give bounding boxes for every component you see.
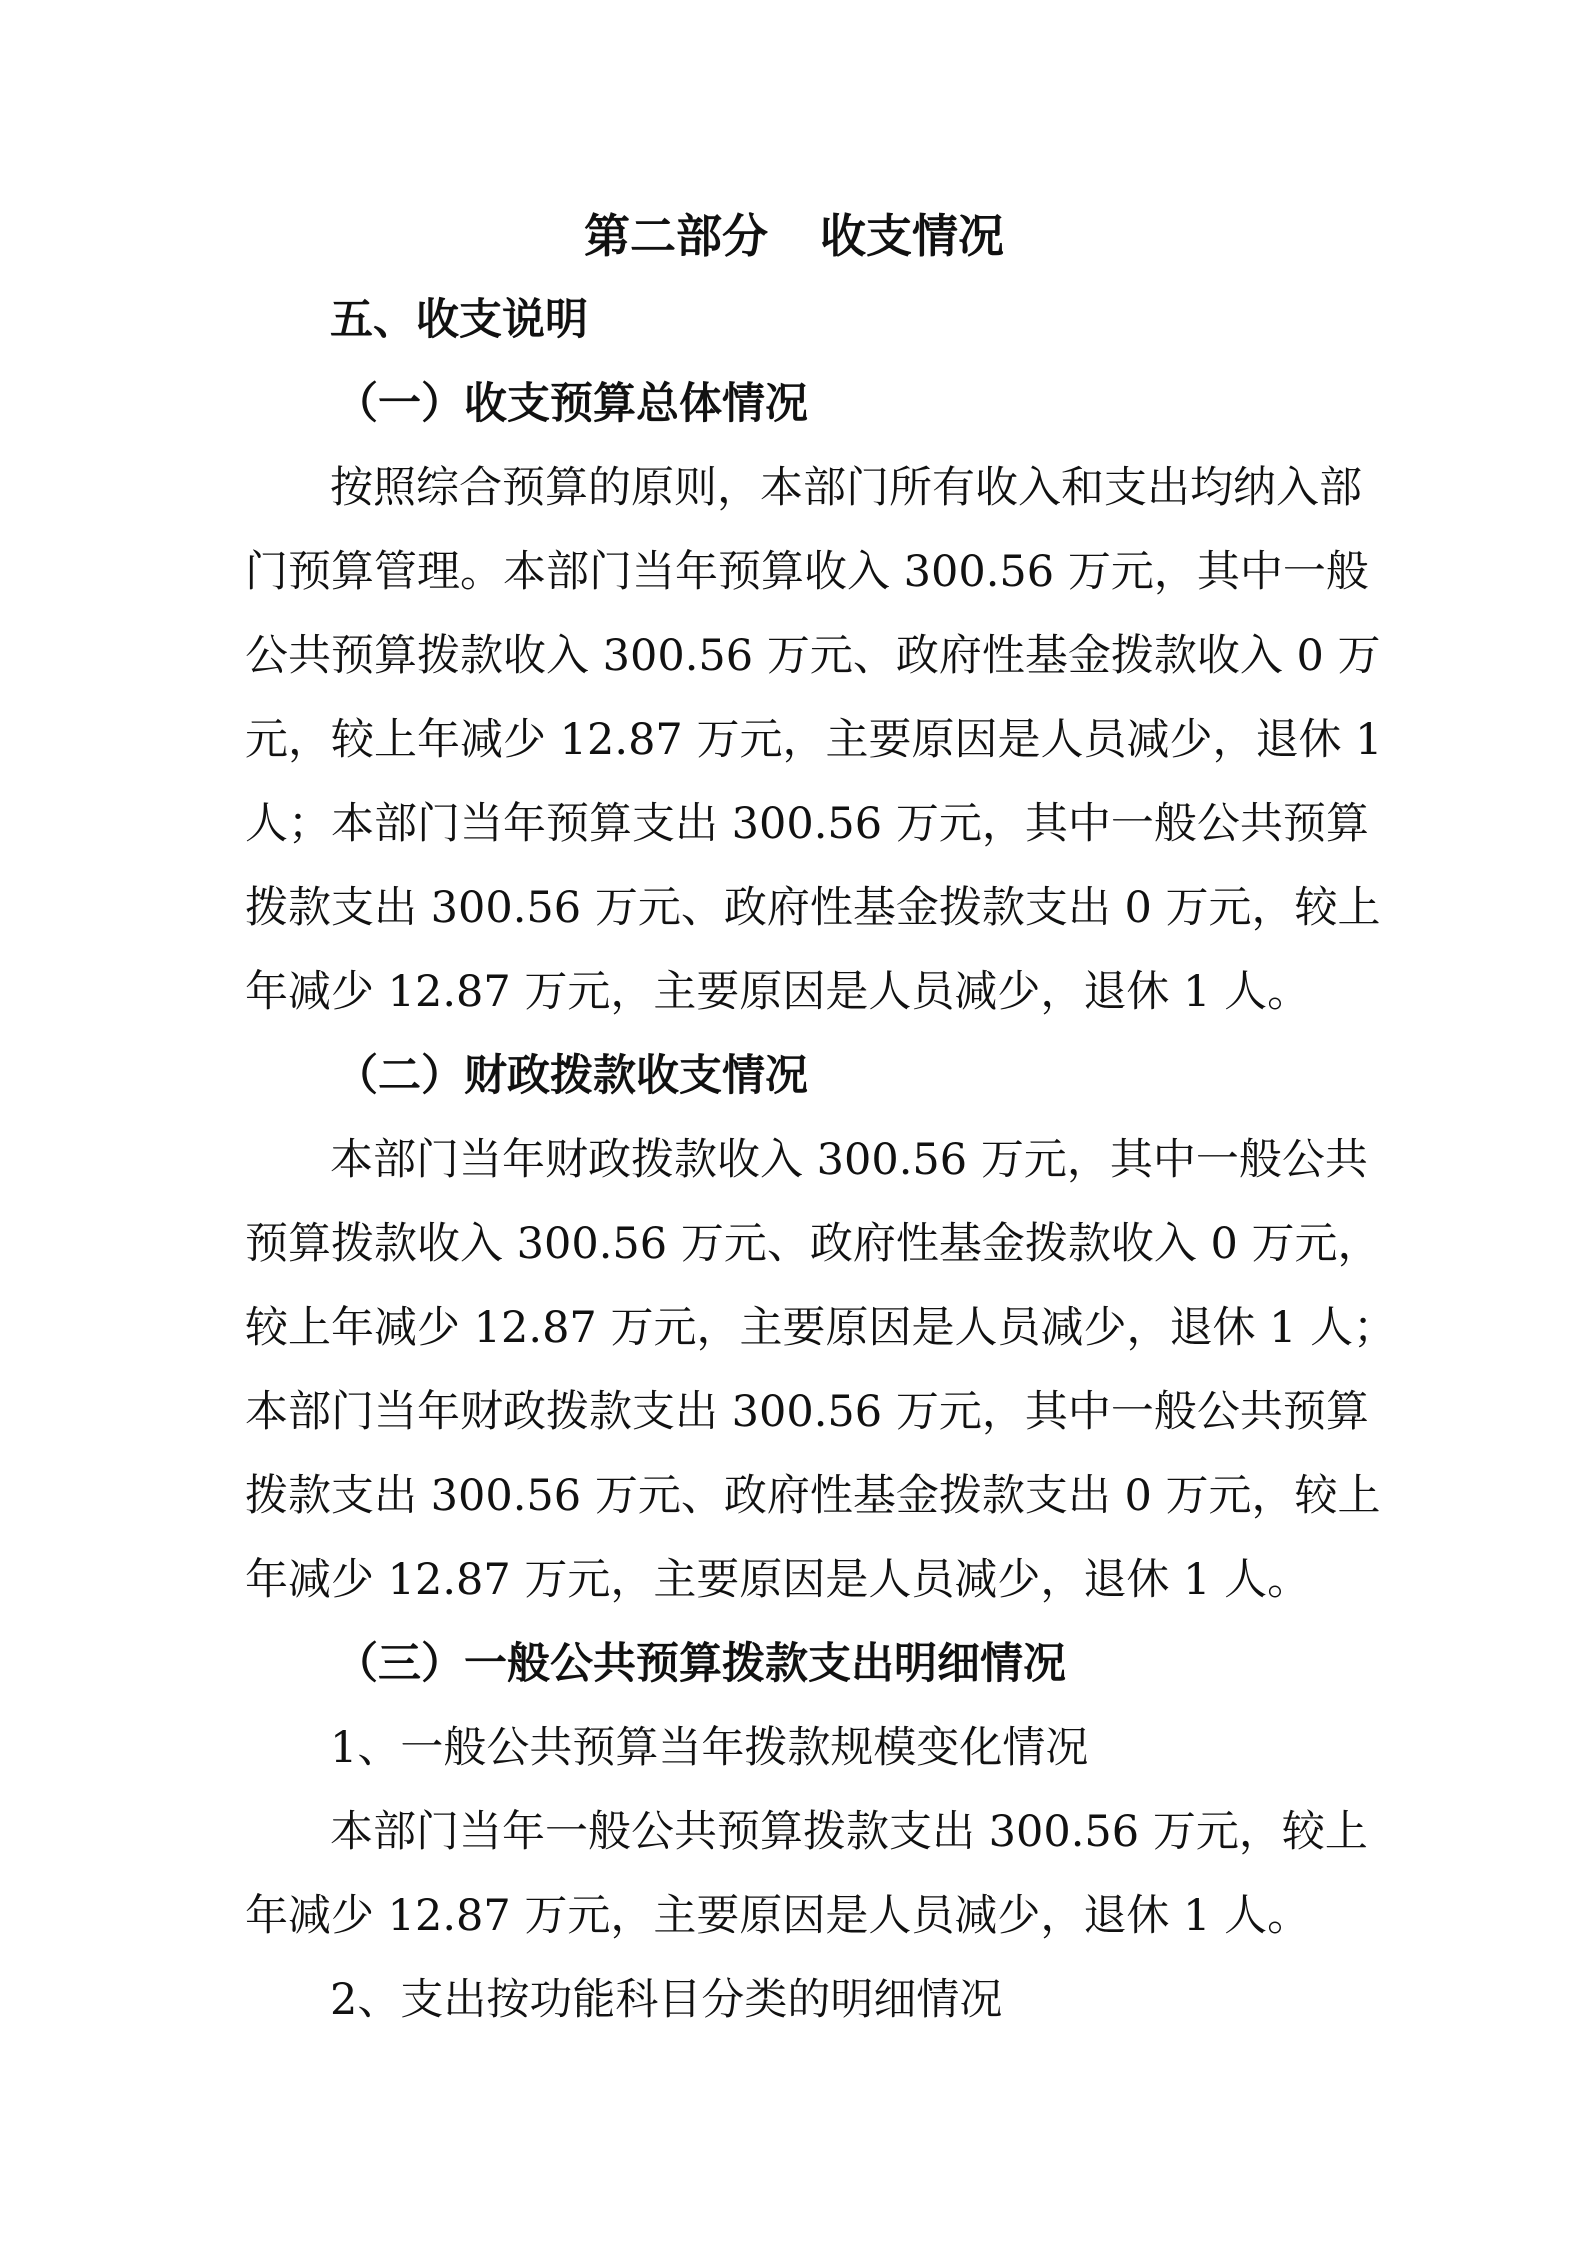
page-title <box>0 193 1588 279</box>
s1-line-6: 年减少 12.87 万元，主要原因是人员减少，退休 1 人。 <box>245 967 1311 1017</box>
s1-line-4: 人 ； 本 部 门 当 年 预 算 支 出 3 0 0 . 5 6 万 元 ， 其 中 一 般 公 共 预 算 <box>245 799 1369 849</box>
s1-line-1: 门 预 算 管 理 。 本 部 门 当 年 预 算 收 入 3 0 0 . 5 6 万 元 ， 其 中 一 般 <box>245 547 1369 597</box>
s1-line-2: 公 共 预 算 拨 款 收 入 3 0 0 . 5 6 万 元 、 政 府 性 基 金 拨 款 收 入 0 万 <box>245 631 1381 681</box>
s2-line-0: 本 部 门 当 年 财 政 拨 款 收 入 3 0 0 . 5 6 万 元 ， 其 中 一 般 公 共 <box>330 1135 1368 1185</box>
title-part: 第二部分 <box>584 209 768 263</box>
title-name: 收支情况 <box>820 209 1004 263</box>
s2-line-2: 较 上 年 减 少 1 2 . 8 7 万 元 ， 主 要 原 因 是 人 员 减 少 ， 退 休 1 人 ； <box>245 1303 1397 1353</box>
s1-line-0: 按 照 综 合 预 算 的 原 则 ， 本 部 门 所 有 收 入 和 支 出 均 纳 入 部 <box>330 463 1362 513</box>
s2-line-1: 预 算 拨 款 收 入 3 0 0 . 5 6 万 元 、 政 府 性 基 金 拨 款 收 入 0 万 元 ， <box>245 1219 1381 1269</box>
section-heading: 五、收支说明 <box>330 295 588 345</box>
item-2-heading: 2、支出按功能科目分类的明细情况 <box>330 1975 1003 2025</box>
subsection-heading-3: （三）一般公共预算拨款支出明细情况 <box>335 1639 1066 1689</box>
s1-line-5: 拨 款 支 出 3 0 0 . 5 6 万 元 、 政 府 性 基 金 拨 款 支 出 0 万 元 ， 较 上 <box>245 883 1381 933</box>
s3-line-1: 年减少 12.87 万元，主要原因是人员减少，退休 1 人。 <box>245 1891 1311 1941</box>
s3-line-0: 本 部 门 当 年 一 般 公 共 预 算 拨 款 支 出 3 0 0 . 5 6 万 元 ， 较 上 <box>330 1807 1368 1857</box>
s1-line-3: 元 ， 较 上 年 减 少 1 2 . 8 7 万 元 ， 主 要 原 因 是 人 员 减 少 ， 退 休 1 <box>245 715 1383 765</box>
subsection-heading-1: （一）收支预算总体情况 <box>335 379 808 429</box>
s2-line-4: 拨 款 支 出 3 0 0 . 5 6 万 元 、 政 府 性 基 金 拨 款 支 出 0 万 元 ， 较 上 <box>245 1471 1381 1521</box>
s2-line-5: 年减少 12.87 万元，主要原因是人员减少，退休 1 人。 <box>245 1555 1311 1605</box>
item-1-heading: 1、一般公共预算当年拨款规模变化情况 <box>330 1723 1089 1773</box>
s2-line-3: 本 部 门 当 年 财 政 拨 款 支 出 3 0 0 . 5 6 万 元 ， 其 中 一 般 公 共 预 算 <box>245 1387 1369 1437</box>
subsection-heading-2: （二）财政拨款收支情况 <box>335 1051 808 1101</box>
